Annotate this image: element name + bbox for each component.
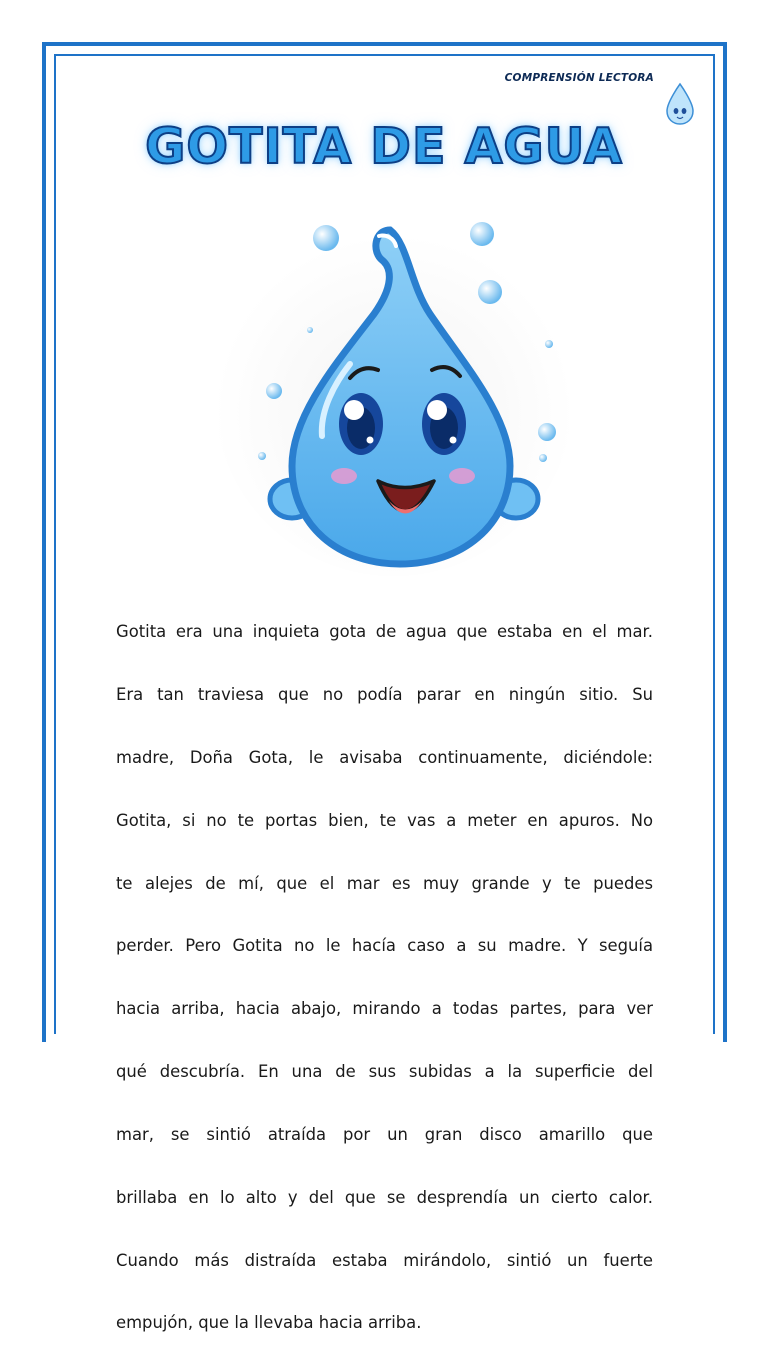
story-line: brillaba en lo alto y del que se desprendía un cierto calor. <box>116 1187 653 1207</box>
page-title: GOTITA DE AGUA <box>145 118 623 175</box>
story-line: hacia arriba, hacia abajo, mirando a todas partes, para ver <box>116 999 653 1019</box>
bubble <box>470 222 494 246</box>
story-line: perder. Pero Gotita no le hacía caso a su madre. Y seguía <box>116 936 653 956</box>
story-line: Gotita, si no te portas bien, te vas a meter en apuros. No <box>116 810 653 830</box>
story-line: te alejes de mí, que el mar es muy grande y te puedes <box>116 873 653 893</box>
story-line: Gotita era una inquieta gota de agua que estaba en el mar. <box>116 622 653 642</box>
story-line: mar, se sintió atraída por un gran disco amarillo que <box>116 1124 653 1144</box>
bubble <box>545 340 553 348</box>
story-text <box>116 585 653 1370</box>
bubble <box>266 383 282 399</box>
story-line: qué descubría. En una de sus subidas a la superficie del <box>116 1062 653 1082</box>
section-label: COMPRENSIÓN LECTORA <box>504 72 654 84</box>
bubble <box>258 452 266 460</box>
bubble <box>307 327 313 333</box>
story-line: Era tan traviesa que no podía parar en ningún sitio. Su <box>116 685 653 705</box>
bubble <box>313 225 339 251</box>
bubble <box>538 423 556 441</box>
story-line: Cuando más distraída estaba mirándolo, sintió un fuerte <box>116 1250 653 1270</box>
story-line: empujón, que la llevaba hacia arriba. <box>116 1313 422 1333</box>
water-drop-character <box>204 196 584 586</box>
story-line: madre, Doña Gota, le avisaba continuamente, diciéndole: <box>116 748 653 768</box>
bubble <box>539 454 547 462</box>
bubble <box>478 280 502 304</box>
